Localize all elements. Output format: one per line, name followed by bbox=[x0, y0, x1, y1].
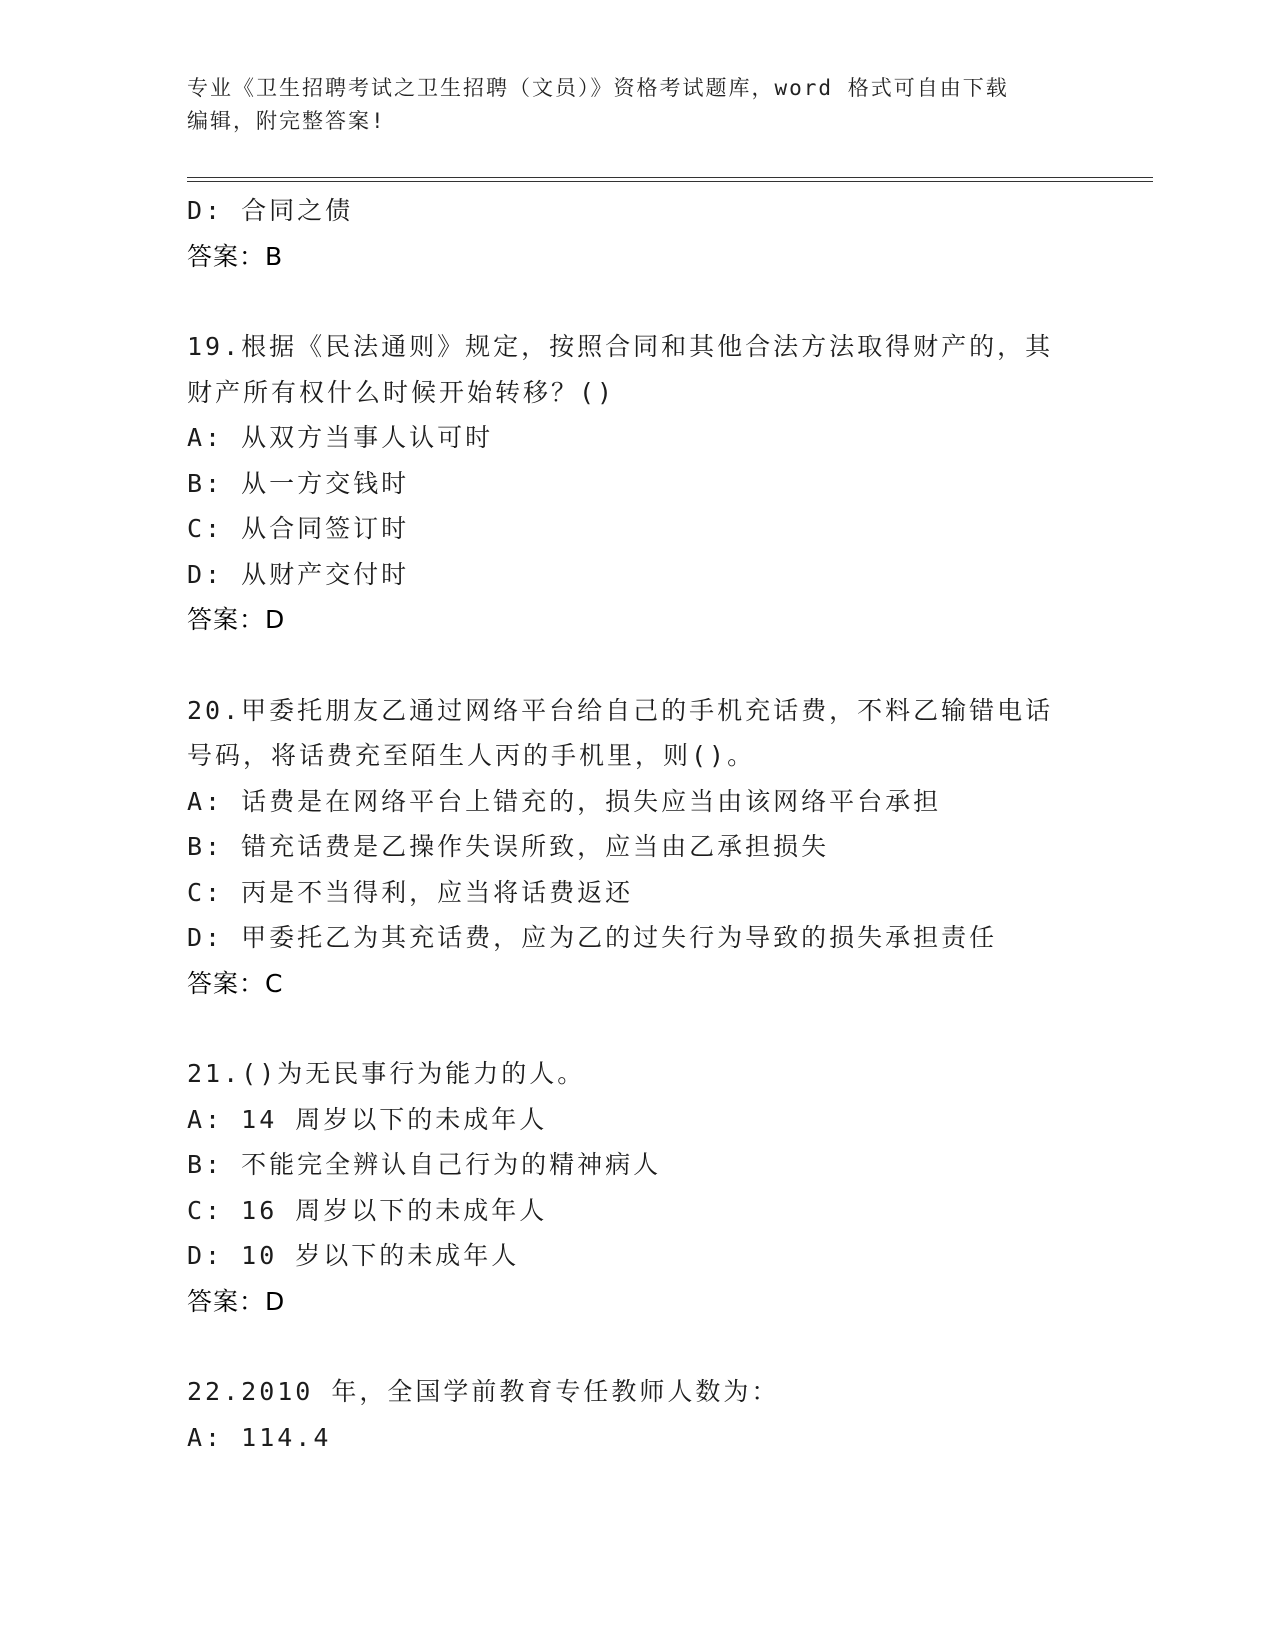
option-d: D: 甲委托乙为其充话费，应为乙的过失行为导致的损失承担责任 bbox=[187, 923, 998, 952]
option-d: D: 从财产交付时 bbox=[187, 559, 410, 589]
option-b: B: 不能完全辨认自己行为的精神病人 bbox=[187, 1150, 662, 1179]
answer-line: 答案：D bbox=[187, 605, 286, 634]
question-20 bbox=[187, 688, 1097, 1007]
option-d: D: 合同之债 bbox=[187, 196, 354, 225]
answer-line: 答案：D bbox=[187, 1286, 286, 1316]
question-stem-line-1: 19.根据《民法通则》规定，按照合同和其他合法方法取得财产的，其 bbox=[187, 332, 1054, 361]
option-c: C: 16 周岁以下的未成年人 bbox=[187, 1195, 548, 1225]
question-stem-line-2: 号码，将话费充至陌生人丙的手机里，则()。 bbox=[187, 741, 756, 770]
option-b: B: 错充话费是乙操作失误所致，应当由乙承担损失 bbox=[187, 832, 830, 861]
answer-line: 答案：B bbox=[187, 241, 284, 271]
document-body bbox=[187, 188, 1097, 1460]
question-stem-line-1: 20.甲委托朋友乙通过网络平台给自己的手机充话费，不料乙输错电话 bbox=[187, 695, 1054, 725]
option-a: A: 话费是在网络平台上错充的，损失应当由该网络平台承担 bbox=[187, 786, 942, 816]
header-title-line-1: 专业《卫生招聘考试之卫生招聘（文员）》资格考试题库，word 格式可自由下载 bbox=[187, 76, 1009, 100]
header-divider bbox=[187, 177, 1153, 182]
option-a: A: 14 周岁以下的未成年人 bbox=[187, 1104, 548, 1134]
question-21 bbox=[187, 1051, 1097, 1324]
previous-question-tail bbox=[187, 188, 1097, 279]
answer-line: 答案：C bbox=[187, 968, 284, 998]
option-a: A: 114.4 bbox=[187, 1422, 332, 1452]
option-b: B: 从一方交钱时 bbox=[187, 468, 410, 498]
question-stem-line-2: 财产所有权什么时候开始转移？() bbox=[187, 377, 616, 407]
header-title-line-2: 编辑，附完整答案! bbox=[187, 109, 386, 133]
question-stem-line-1: 22.2010 年，全国学前教育专任教师人数为： bbox=[187, 1377, 780, 1406]
page-header bbox=[187, 72, 1087, 138]
option-c: C: 丙是不当得利，应当将话费返还 bbox=[187, 877, 634, 907]
question-stem-line-1: 21.()为无民事行为能力的人。 bbox=[187, 1059, 586, 1088]
question-19 bbox=[187, 324, 1097, 643]
option-c: C: 从合同签订时 bbox=[187, 514, 410, 543]
option-d: D: 10 岁以下的未成年人 bbox=[187, 1241, 520, 1270]
question-22 bbox=[187, 1369, 1097, 1460]
option-a: A: 从双方当事人认可时 bbox=[187, 423, 494, 452]
